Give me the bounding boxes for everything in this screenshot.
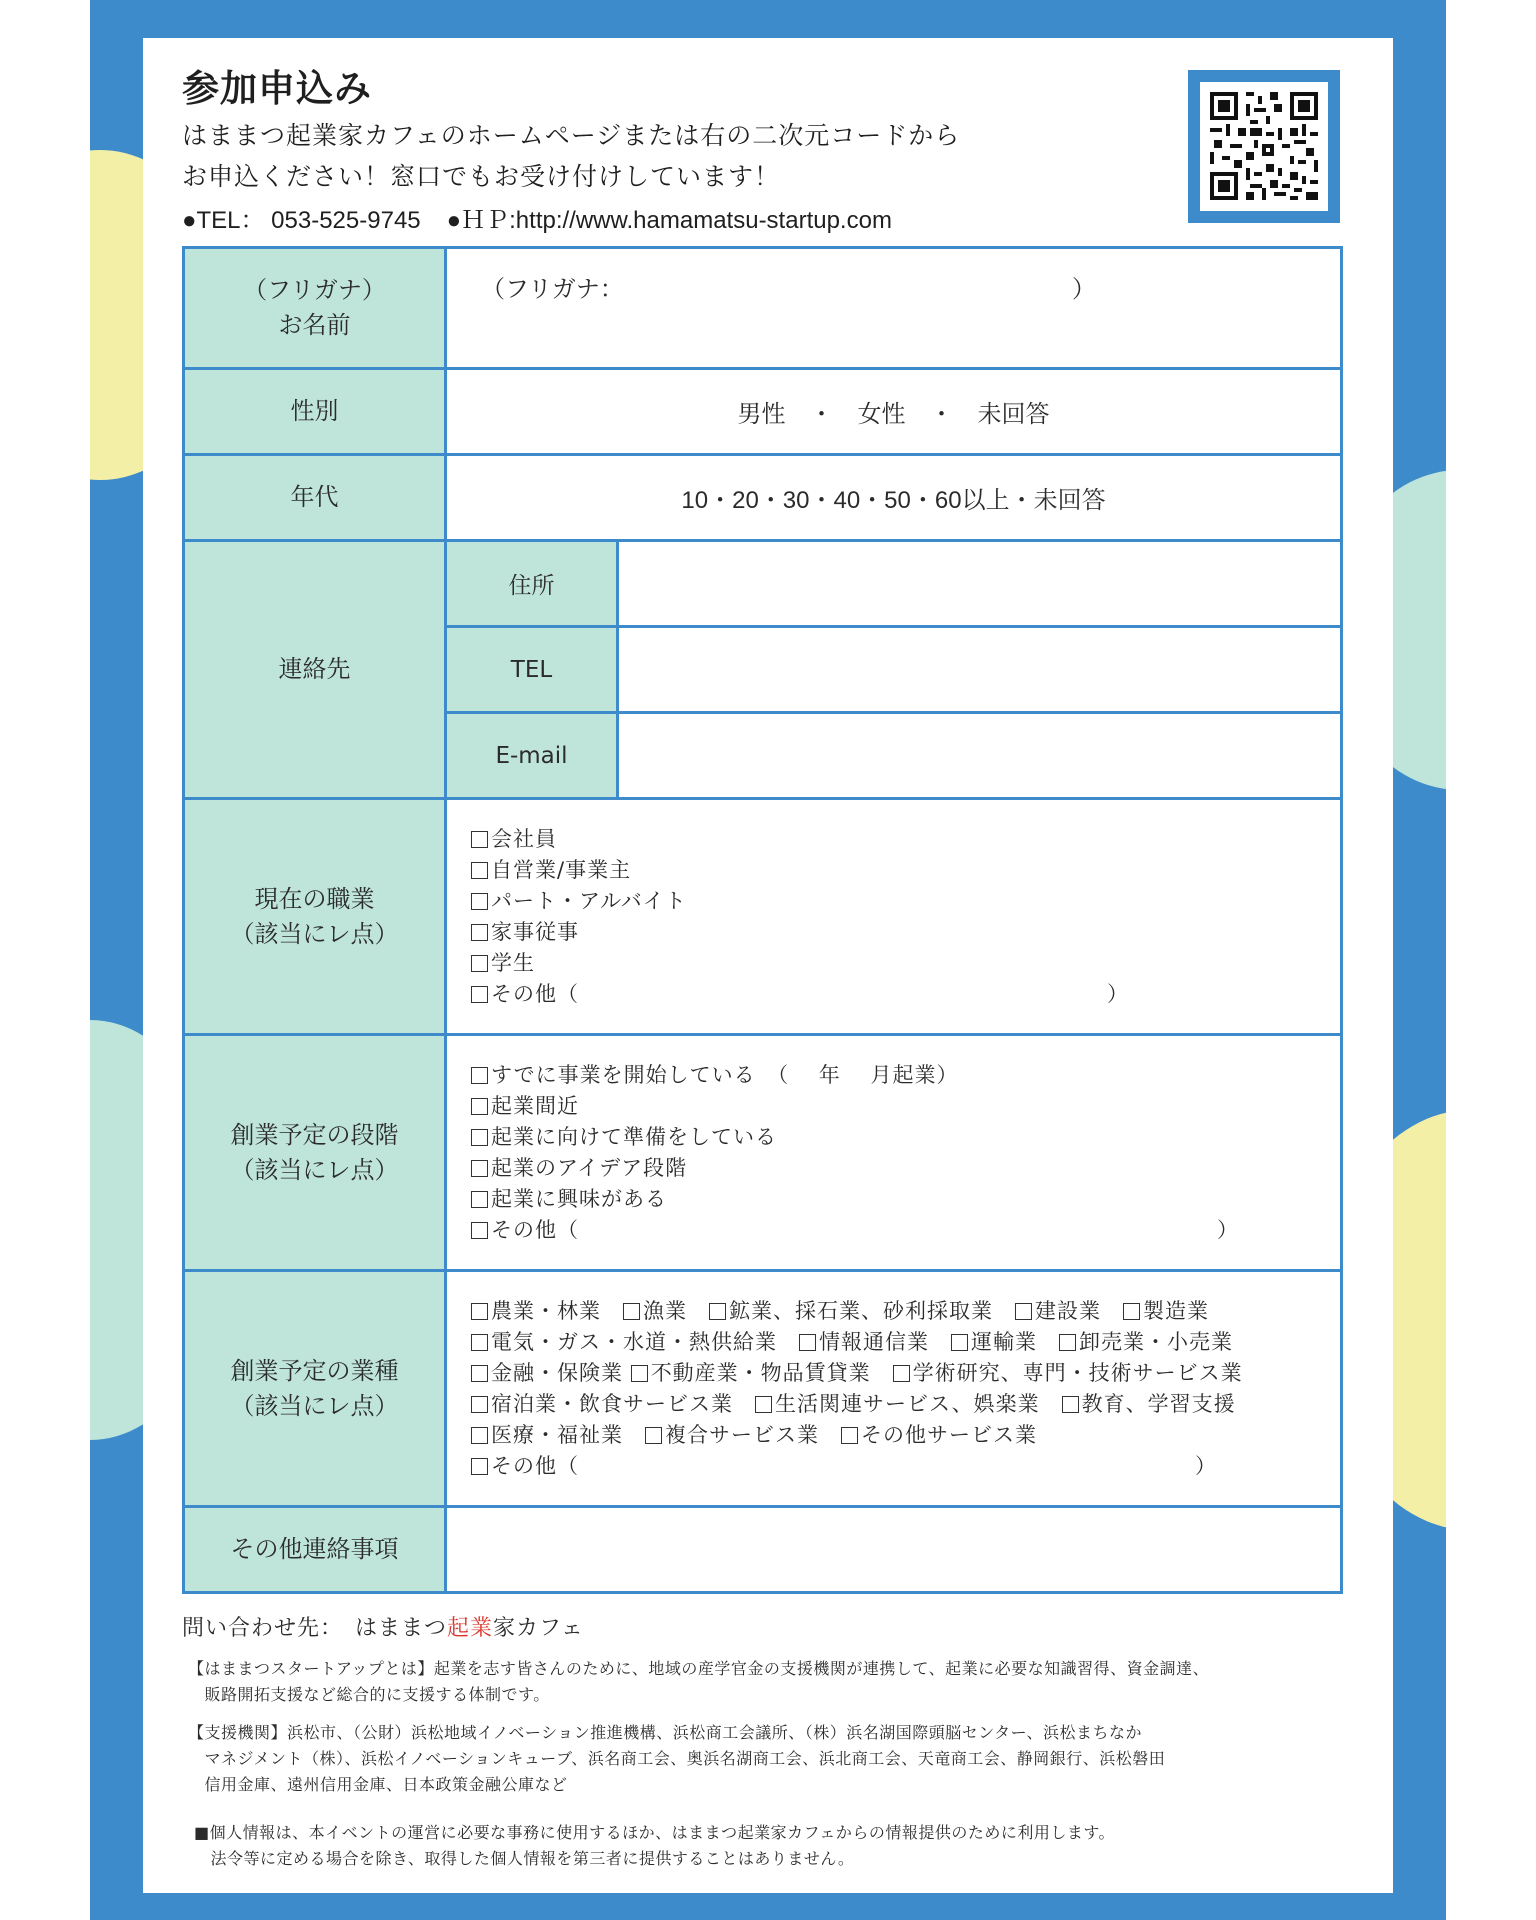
checkbox[interactable] (755, 1396, 772, 1413)
stage-option[interactable]: 起業間近 (471, 1091, 1340, 1122)
email-label: E-mail (446, 713, 618, 799)
checkbox[interactable] (471, 1303, 488, 1320)
about-note: 【はままつスタートアップとは】起業を志す皆さんのために、地域の産学官金の支援機関が連携して、起業に必要な知識習得、資金調達、 販路開拓支援など総合的に支援する体制です。 (188, 1659, 1210, 1704)
age-label: 年代 (184, 455, 446, 541)
inquiry-contact: 問い合わせ先： はままつ起業家カフェ (182, 1616, 584, 1641)
stage-option[interactable]: 起業に向けて準備をしている (471, 1122, 1340, 1153)
checkbox[interactable] (471, 831, 488, 848)
stage-options (446, 1035, 1342, 1271)
email-field[interactable] (618, 713, 1342, 799)
checkbox[interactable] (471, 862, 488, 879)
other-notes-label: その他連絡事項 (184, 1507, 446, 1593)
checkbox[interactable] (645, 1427, 662, 1444)
application-form (182, 246, 1343, 1594)
stage-label: 創業予定の段階 （該当にレ点） (184, 1035, 446, 1271)
checkbox[interactable] (471, 955, 488, 972)
industry-row: 宿泊業・飲食サービス業 生活関連サービス、娯楽業 教育、学習支援 (471, 1389, 1340, 1420)
checkbox[interactable] (799, 1334, 816, 1351)
name-label: （フリガナ） お名前 (184, 248, 446, 369)
industry-row: 農業・林業 漁業 鉱業、採石業、砂利採取業 建設業 製造業 (471, 1296, 1340, 1327)
checkbox[interactable] (471, 1160, 488, 1177)
intro-line-2: お申込ください！窓口でもお受け付けしています！ (182, 162, 781, 191)
tel-label: TEL (446, 627, 618, 713)
gender-label: 性別 (184, 369, 446, 455)
industry-row: 電気・ガス・水道・熱供給業 情報通信業 運輸業 卸売業・小売業 (471, 1327, 1340, 1358)
occupation-option[interactable]: 会社員 (471, 824, 1340, 855)
qr-code[interactable] (1188, 70, 1340, 223)
intro-line-1: はままつ起業家カフェのホームページまたは右の二次元コードから (182, 121, 961, 150)
checkbox[interactable] (951, 1334, 968, 1351)
contact-info (182, 200, 918, 235)
qr-code-icon (1210, 92, 1318, 200)
industry-options (446, 1271, 1342, 1507)
tel-field[interactable] (618, 627, 1342, 713)
checkbox[interactable] (471, 1098, 488, 1115)
checkbox[interactable] (1123, 1303, 1140, 1320)
tel-info: ●TEL： 053-525-9745 (182, 207, 421, 234)
occupation-label: 現在の職業 （該当にレ点） (184, 799, 446, 1035)
checkbox[interactable] (471, 924, 488, 941)
checkbox[interactable] (623, 1303, 640, 1320)
address-field[interactable] (618, 541, 1342, 627)
checkbox[interactable] (471, 1191, 488, 1208)
other-notes-field[interactable] (446, 1507, 1342, 1593)
checkbox[interactable] (893, 1365, 910, 1382)
occupation-option[interactable]: 家事従事 (471, 917, 1340, 948)
checkbox[interactable] (631, 1365, 648, 1382)
checkbox[interactable] (1059, 1334, 1076, 1351)
checkbox[interactable] (471, 1129, 488, 1146)
page-title: 参加申込み (182, 67, 372, 110)
checkbox[interactable] (709, 1303, 726, 1320)
checkbox[interactable] (471, 1396, 488, 1413)
checkbox[interactable] (471, 1427, 488, 1444)
industry-row: 医療・福祉業 複合サービス業 その他サービス業 (471, 1420, 1340, 1451)
age-options[interactable]: 10・20・30・40・50・60以上・未回答 (446, 455, 1342, 541)
contact-label: 連絡先 (184, 541, 446, 799)
name-field[interactable]: （フリガナ： ） (446, 248, 1342, 369)
industry-row: 金融・保険業 不動産業・物品賃貸業 学術研究、専門・技術サービス業 (471, 1358, 1340, 1389)
occupation-option[interactable]: パート・アルバイト (471, 886, 1340, 917)
occupation-option[interactable]: 自営業/事業主 (471, 855, 1340, 886)
stage-option[interactable]: その他（ ） (471, 1215, 1340, 1246)
checkbox[interactable] (1015, 1303, 1032, 1320)
industry-label: 創業予定の業種 （該当にレ点） (184, 1271, 446, 1507)
checkbox[interactable] (471, 1067, 488, 1084)
checkbox[interactable] (1062, 1396, 1079, 1413)
checkbox[interactable] (471, 1458, 488, 1475)
occupation-option[interactable]: その他（ ） (471, 979, 1340, 1010)
stage-option[interactable]: すでに事業を開始している （ 年 月起業） (471, 1060, 1340, 1091)
checkbox[interactable] (471, 986, 488, 1003)
address-label: 住所 (446, 541, 618, 627)
gender-options[interactable]: 男性 ・ 女性 ・ 未回答 (446, 369, 1342, 455)
checkbox[interactable] (841, 1427, 858, 1444)
stage-option[interactable]: 起業に興味がある (471, 1184, 1340, 1215)
stage-option[interactable]: 起業のアイデア段階 (471, 1153, 1340, 1184)
industry-row: その他（ ） (471, 1451, 1340, 1482)
occupation-options (446, 799, 1342, 1035)
occupation-option[interactable]: 学生 (471, 948, 1340, 979)
checkbox[interactable] (471, 1222, 488, 1239)
homepage-link[interactable]: ●ＨＰ:http://www.hamamatsu-startup.com (446, 207, 892, 234)
support-note: 【支援機関】浜松市、（公財）浜松地域イノベーション推進機構、浜松商工会議所、（株）浜名湖国際頭脳センター、浜松まちなか マネジメント（株）、浜松イノベーションキューブ、浜名商工会、奥浜名湖商工会、浜北商工会、天竜商工会、静岡銀行、浜松磐田 信用金庫、遠州信用金庫、日本政策金融公庫など (188, 1723, 1166, 1794)
privacy-note: ■個人情報は、本イベントの運営に必要な事務に使用するほか、はままつ起業家カフェからの情報提供のために利用します。 法令等に定める場合を除き、取得した個人情報を第三者に提供することはありません。 (194, 1823, 1116, 1868)
checkbox[interactable] (471, 1334, 488, 1351)
checkbox[interactable] (471, 1365, 488, 1382)
checkbox[interactable] (471, 893, 488, 910)
